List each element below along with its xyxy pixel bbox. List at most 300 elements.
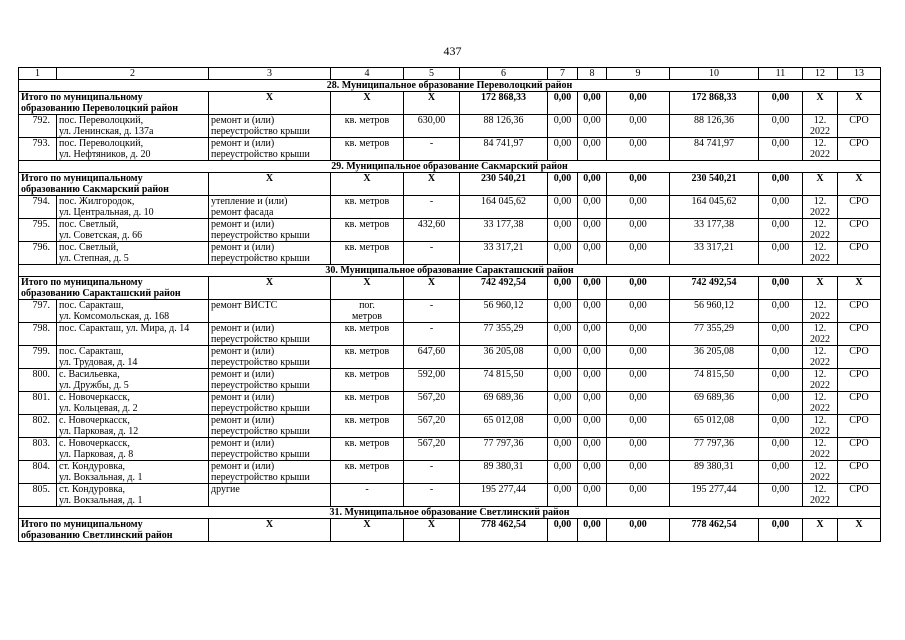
work-type-line: переустройство крыши (211, 449, 310, 460)
unit-line: - (365, 484, 369, 495)
total-label-line: Итого по муниципальному (21, 173, 143, 184)
work-type-line: переустройство крыши (211, 149, 310, 160)
col7-value: 0,00 (548, 196, 578, 219)
total-col12: Х (803, 92, 838, 115)
total-col8: 0,00 (578, 173, 607, 196)
col8-value: 0,00 (578, 196, 607, 219)
address (57, 415, 209, 438)
col8-value: 0,00 (578, 369, 607, 392)
col7-value: 0,00 (548, 484, 578, 507)
completion-date-line: 12. (813, 438, 827, 449)
unit-line: кв. метров (344, 415, 390, 426)
col10-value: 36 205,08 (670, 346, 759, 369)
section-title-row (19, 161, 881, 173)
total-label-line: образованию Переволоцкий район (21, 103, 178, 114)
total-col7: 0,00 (548, 173, 578, 196)
total-label (19, 173, 209, 196)
col8-value: 0,00 (578, 219, 607, 242)
section-title-row (19, 265, 881, 277)
total-quantity: Х (404, 92, 460, 115)
total-col8: 0,00 (578, 92, 607, 115)
cost-total: 88 126,36 (460, 115, 548, 138)
total-col13: Х (838, 173, 881, 196)
funding-source: СРО (838, 138, 881, 161)
completion-date (803, 369, 838, 392)
quantity: - (404, 138, 460, 161)
unit (331, 115, 404, 138)
total-col7: 0,00 (548, 277, 578, 300)
address-line: ул. Вокзальная, д. 1 (59, 472, 143, 483)
total-col10: 172 868,33 (670, 92, 759, 115)
unit (331, 438, 404, 461)
completion-date-line: 2022 (810, 126, 830, 137)
quantity: 592,00 (404, 369, 460, 392)
cost-total: 69 689,36 (460, 392, 548, 415)
total-label-line: образованию Светлинский район (21, 530, 173, 541)
address (57, 196, 209, 219)
work-type-line: ремонт и (или) (211, 346, 275, 357)
col7-value: 0,00 (548, 461, 578, 484)
row-number: 798. (19, 323, 57, 346)
address-line: пос. Переволоцкий, (59, 115, 144, 126)
total-col10: 230 540,21 (670, 173, 759, 196)
work-type-line: переустройство крыши (211, 426, 310, 437)
total-row (19, 519, 881, 542)
completion-date (803, 300, 838, 323)
page-number: 437 (443, 44, 462, 58)
work-type (209, 219, 331, 242)
unit (331, 300, 404, 323)
section-title: 28. Муниципальное образование Переволоцкий район (19, 80, 881, 92)
address-line: ул. Советская, д. 66 (59, 230, 143, 241)
completion-date-line: 2022 (810, 230, 830, 241)
total-col10: 778 462,54 (670, 519, 759, 542)
total-col9: 0,00 (607, 277, 670, 300)
col11-value: 0,00 (759, 300, 803, 323)
funding-source: СРО (838, 484, 881, 507)
unit (331, 484, 404, 507)
col11-value: 0,00 (759, 438, 803, 461)
total-label-line: Итого по муниципальному (21, 92, 143, 103)
total-col8: 0,00 (578, 519, 607, 542)
funding-source: СРО (838, 438, 881, 461)
col10-value: 84 741,97 (670, 138, 759, 161)
col10-value: 33 317,21 (670, 242, 759, 265)
total-unit: Х (331, 519, 404, 542)
address (57, 323, 209, 346)
column-header: 2 (57, 68, 209, 80)
unit (331, 415, 404, 438)
quantity: 630,00 (404, 115, 460, 138)
completion-date-line: 2022 (810, 311, 830, 322)
address (57, 484, 209, 507)
col9-value: 0,00 (607, 438, 670, 461)
unit (331, 323, 404, 346)
col8-value: 0,00 (578, 461, 607, 484)
completion-date-line: 12. (813, 346, 827, 357)
total-row (19, 277, 881, 300)
address (57, 115, 209, 138)
total-unit: Х (331, 173, 404, 196)
work-type-line: переустройство крыши (211, 403, 310, 414)
column-header-row (19, 68, 881, 80)
col7-value: 0,00 (548, 392, 578, 415)
address (57, 138, 209, 161)
completion-date-line: 12. (813, 415, 827, 426)
unit (331, 138, 404, 161)
col10-value: 56 960,12 (670, 300, 759, 323)
col9-value: 0,00 (607, 196, 670, 219)
row-number: 795. (19, 219, 57, 242)
address-line: с. Новочеркасск, (59, 438, 130, 449)
column-header: 10 (670, 68, 759, 80)
col8-value: 0,00 (578, 438, 607, 461)
col9-value: 0,00 (607, 219, 670, 242)
work-type-line: ремонт фасада (211, 207, 274, 218)
table-row (19, 484, 881, 507)
unit-line: пог. (359, 300, 375, 311)
cost-total: 77 797,36 (460, 438, 548, 461)
col9-value: 0,00 (607, 242, 670, 265)
work-type (209, 369, 331, 392)
table-row (19, 196, 881, 219)
total-col7: 0,00 (548, 92, 578, 115)
table-row (19, 242, 881, 265)
column-header: 1 (19, 68, 57, 80)
col7-value: 0,00 (548, 415, 578, 438)
address-line: с. Васильевка, (59, 369, 120, 380)
col9-value: 0,00 (607, 138, 670, 161)
total-quantity: Х (404, 173, 460, 196)
total-work-type: Х (209, 92, 331, 115)
col9-value: 0,00 (607, 369, 670, 392)
total-col12: Х (803, 173, 838, 196)
total-label-line: Итого по муниципальному (21, 277, 143, 288)
col11-value: 0,00 (759, 484, 803, 507)
funding-source: СРО (838, 300, 881, 323)
col8-value: 0,00 (578, 300, 607, 323)
capital-repair-table (18, 67, 881, 542)
col9-value: 0,00 (607, 484, 670, 507)
total-col8: 0,00 (578, 277, 607, 300)
cost-total: 65 012,08 (460, 415, 548, 438)
completion-date-line: 2022 (810, 357, 830, 368)
unit-line: кв. метров (344, 138, 390, 149)
unit (331, 461, 404, 484)
quantity: - (404, 484, 460, 507)
work-type-line: ремонт и (или) (211, 219, 275, 230)
row-number: 801. (19, 392, 57, 415)
col10-value: 88 126,36 (670, 115, 759, 138)
work-type (209, 346, 331, 369)
completion-date-line: 12. (813, 323, 827, 334)
quantity: 567,20 (404, 415, 460, 438)
unit-line: кв. метров (344, 461, 390, 472)
completion-date-line: 12. (813, 242, 827, 253)
col10-value: 164 045,62 (670, 196, 759, 219)
col11-value: 0,00 (759, 242, 803, 265)
quantity: - (404, 323, 460, 346)
total-col9: 0,00 (607, 92, 670, 115)
unit-line: кв. метров (344, 196, 390, 207)
completion-date-line: 2022 (810, 426, 830, 437)
total-label-line: Итого по муниципальному (21, 519, 143, 530)
total-col7: 0,00 (548, 519, 578, 542)
address-line: пос. Саракташ, (59, 300, 124, 311)
unit (331, 219, 404, 242)
total-row (19, 173, 881, 196)
total-label (19, 277, 209, 300)
col7-value: 0,00 (548, 300, 578, 323)
completion-date (803, 392, 838, 415)
total-quantity: Х (404, 519, 460, 542)
work-type-line: переустройство крыши (211, 472, 310, 483)
work-type-line: ремонт и (или) (211, 242, 275, 253)
quantity: 567,20 (404, 438, 460, 461)
address-line: пос. Саракташ, (59, 346, 124, 357)
work-type (209, 300, 331, 323)
row-number: 800. (19, 369, 57, 392)
completion-date-line: 12. (813, 369, 827, 380)
work-type-line: переустройство крыши (211, 380, 310, 391)
col7-value: 0,00 (548, 438, 578, 461)
total-label (19, 519, 209, 542)
work-type-line: ремонт и (или) (211, 138, 275, 149)
total-label-line: образованию Сакмарский район (21, 184, 169, 195)
total-col13: Х (838, 519, 881, 542)
column-header: 9 (607, 68, 670, 80)
funding-source: СРО (838, 392, 881, 415)
table-row (19, 138, 881, 161)
col7-value: 0,00 (548, 346, 578, 369)
funding-source: СРО (838, 369, 881, 392)
work-type (209, 323, 331, 346)
total-col11: 0,00 (759, 173, 803, 196)
col11-value: 0,00 (759, 461, 803, 484)
table-row (19, 438, 881, 461)
col9-value: 0,00 (607, 415, 670, 438)
quantity: - (404, 461, 460, 484)
unit-line: кв. метров (344, 369, 390, 380)
completion-date-line: 12. (813, 484, 827, 495)
work-type-line: переустройство крыши (211, 334, 310, 345)
address-line: пос. Саракташ, ул. Мира, д. 14 (59, 323, 190, 334)
unit-line: кв. метров (344, 323, 390, 334)
unit (331, 196, 404, 219)
funding-source: СРО (838, 219, 881, 242)
unit (331, 346, 404, 369)
funding-source: СРО (838, 196, 881, 219)
col7-value: 0,00 (548, 323, 578, 346)
col10-value: 77 797,36 (670, 438, 759, 461)
work-type (209, 242, 331, 265)
column-header: 11 (759, 68, 803, 80)
address-line: ст. Кондуровка, (59, 484, 126, 495)
address-line: ул. Дружбы, д. 5 (59, 380, 129, 391)
col7-value: 0,00 (548, 242, 578, 265)
total-cost: 742 492,54 (460, 277, 548, 300)
completion-date (803, 438, 838, 461)
quantity: - (404, 242, 460, 265)
completion-date (803, 115, 838, 138)
funding-source: СРО (838, 323, 881, 346)
row-number: 804. (19, 461, 57, 484)
col10-value: 195 277,44 (670, 484, 759, 507)
col8-value: 0,00 (578, 138, 607, 161)
section-title: 31. Муниципальное образование Светлинский район (19, 507, 881, 519)
col7-value: 0,00 (548, 138, 578, 161)
unit-line: кв. метров (344, 392, 390, 403)
completion-date-line: 12. (813, 196, 827, 207)
column-header: 4 (331, 68, 404, 80)
total-col12: Х (803, 519, 838, 542)
completion-date (803, 346, 838, 369)
completion-date-line: 2022 (810, 334, 830, 345)
col10-value: 33 177,38 (670, 219, 759, 242)
address (57, 219, 209, 242)
work-type-line: ремонт и (или) (211, 461, 275, 472)
col7-value: 0,00 (548, 369, 578, 392)
completion-date-line: 2022 (810, 449, 830, 460)
address-line: с. Новочеркасск, (59, 415, 130, 426)
col8-value: 0,00 (578, 323, 607, 346)
work-type-line: переустройство крыши (211, 126, 310, 137)
unit (331, 369, 404, 392)
total-row (19, 92, 881, 115)
col9-value: 0,00 (607, 300, 670, 323)
completion-date (803, 219, 838, 242)
column-header: 12 (803, 68, 838, 80)
work-type-line: переустройство крыши (211, 357, 310, 368)
completion-date (803, 484, 838, 507)
address-line: ул. Ленинская, д. 137а (59, 126, 154, 137)
completion-date (803, 138, 838, 161)
address-line: с. Новочеркасск, (59, 392, 130, 403)
work-type (209, 461, 331, 484)
section-title-row (19, 80, 881, 92)
work-type (209, 392, 331, 415)
total-work-type: Х (209, 173, 331, 196)
column-header: 8 (578, 68, 607, 80)
col8-value: 0,00 (578, 242, 607, 265)
address-line: пос. Жилгородок, (59, 196, 135, 207)
completion-date-line: 2022 (810, 472, 830, 483)
work-type-line: ремонт ВИСТС (211, 300, 278, 311)
unit (331, 392, 404, 415)
work-type (209, 415, 331, 438)
work-type (209, 438, 331, 461)
total-cost: 230 540,21 (460, 173, 548, 196)
col10-value: 74 815,50 (670, 369, 759, 392)
work-type-line: ремонт и (или) (211, 415, 275, 426)
column-header: 13 (838, 68, 881, 80)
address-line: ул. Центральная, д. 10 (59, 207, 154, 218)
address-line: ул. Трудовая, д. 14 (59, 357, 138, 368)
completion-date-line: 2022 (810, 380, 830, 391)
column-header: 7 (548, 68, 578, 80)
quantity: - (404, 196, 460, 219)
col8-value: 0,00 (578, 346, 607, 369)
completion-date-line: 12. (813, 138, 827, 149)
unit-line: кв. метров (344, 242, 390, 253)
work-type (209, 138, 331, 161)
quantity: 567,20 (404, 392, 460, 415)
row-number: 796. (19, 242, 57, 265)
total-work-type: Х (209, 519, 331, 542)
total-col9: 0,00 (607, 519, 670, 542)
funding-source: СРО (838, 461, 881, 484)
funding-source: СРО (838, 415, 881, 438)
unit-line: кв. метров (344, 438, 390, 449)
address-line: ул. Степная, д. 5 (59, 253, 129, 264)
unit-line: кв. метров (344, 346, 390, 357)
completion-date-line: 2022 (810, 149, 830, 160)
address-line: ул. Парковая, д. 12 (59, 426, 139, 437)
table-row (19, 369, 881, 392)
funding-source: СРО (838, 115, 881, 138)
address (57, 461, 209, 484)
address (57, 242, 209, 265)
table-row (19, 115, 881, 138)
address-line: ст. Кондуровка, (59, 461, 126, 472)
work-type-line: ремонт и (или) (211, 323, 275, 334)
table-row (19, 346, 881, 369)
address (57, 392, 209, 415)
row-number: 792. (19, 115, 57, 138)
completion-date (803, 461, 838, 484)
quantity: 647,60 (404, 346, 460, 369)
col10-value: 77 355,29 (670, 323, 759, 346)
cost-total: 164 045,62 (460, 196, 548, 219)
section-title: 29. Муниципальное образование Сакмарский район (19, 161, 881, 173)
row-number: 805. (19, 484, 57, 507)
col10-value: 69 689,36 (670, 392, 759, 415)
completion-date-line: 12. (813, 115, 827, 126)
work-type-line: ремонт и (или) (211, 392, 275, 403)
section-title: 30. Муниципальное образование Саракташский район (19, 265, 881, 277)
funding-source: СРО (838, 242, 881, 265)
work-type-line: утепление и (или) (211, 196, 288, 207)
table-row (19, 392, 881, 415)
col8-value: 0,00 (578, 392, 607, 415)
row-number: 797. (19, 300, 57, 323)
total-col9: 0,00 (607, 173, 670, 196)
table-body (19, 68, 881, 542)
row-number: 799. (19, 346, 57, 369)
quantity: - (404, 300, 460, 323)
col7-value: 0,00 (548, 115, 578, 138)
table-row (19, 300, 881, 323)
address-line: пос. Светлый, (59, 242, 119, 253)
col11-value: 0,00 (759, 196, 803, 219)
work-type-line: ремонт и (или) (211, 438, 275, 449)
total-label (19, 92, 209, 115)
row-number: 802. (19, 415, 57, 438)
total-cost: 778 462,54 (460, 519, 548, 542)
cost-total: 33 177,38 (460, 219, 548, 242)
cost-total: 74 815,50 (460, 369, 548, 392)
completion-date-line: 12. (813, 300, 827, 311)
col8-value: 0,00 (578, 115, 607, 138)
col11-value: 0,00 (759, 392, 803, 415)
table-row (19, 219, 881, 242)
funding-source: СРО (838, 346, 881, 369)
completion-date-line: 2022 (810, 495, 830, 506)
cost-total: 84 741,97 (460, 138, 548, 161)
col10-value: 65 012,08 (670, 415, 759, 438)
cost-total: 77 355,29 (460, 323, 548, 346)
completion-date-line: 12. (813, 392, 827, 403)
